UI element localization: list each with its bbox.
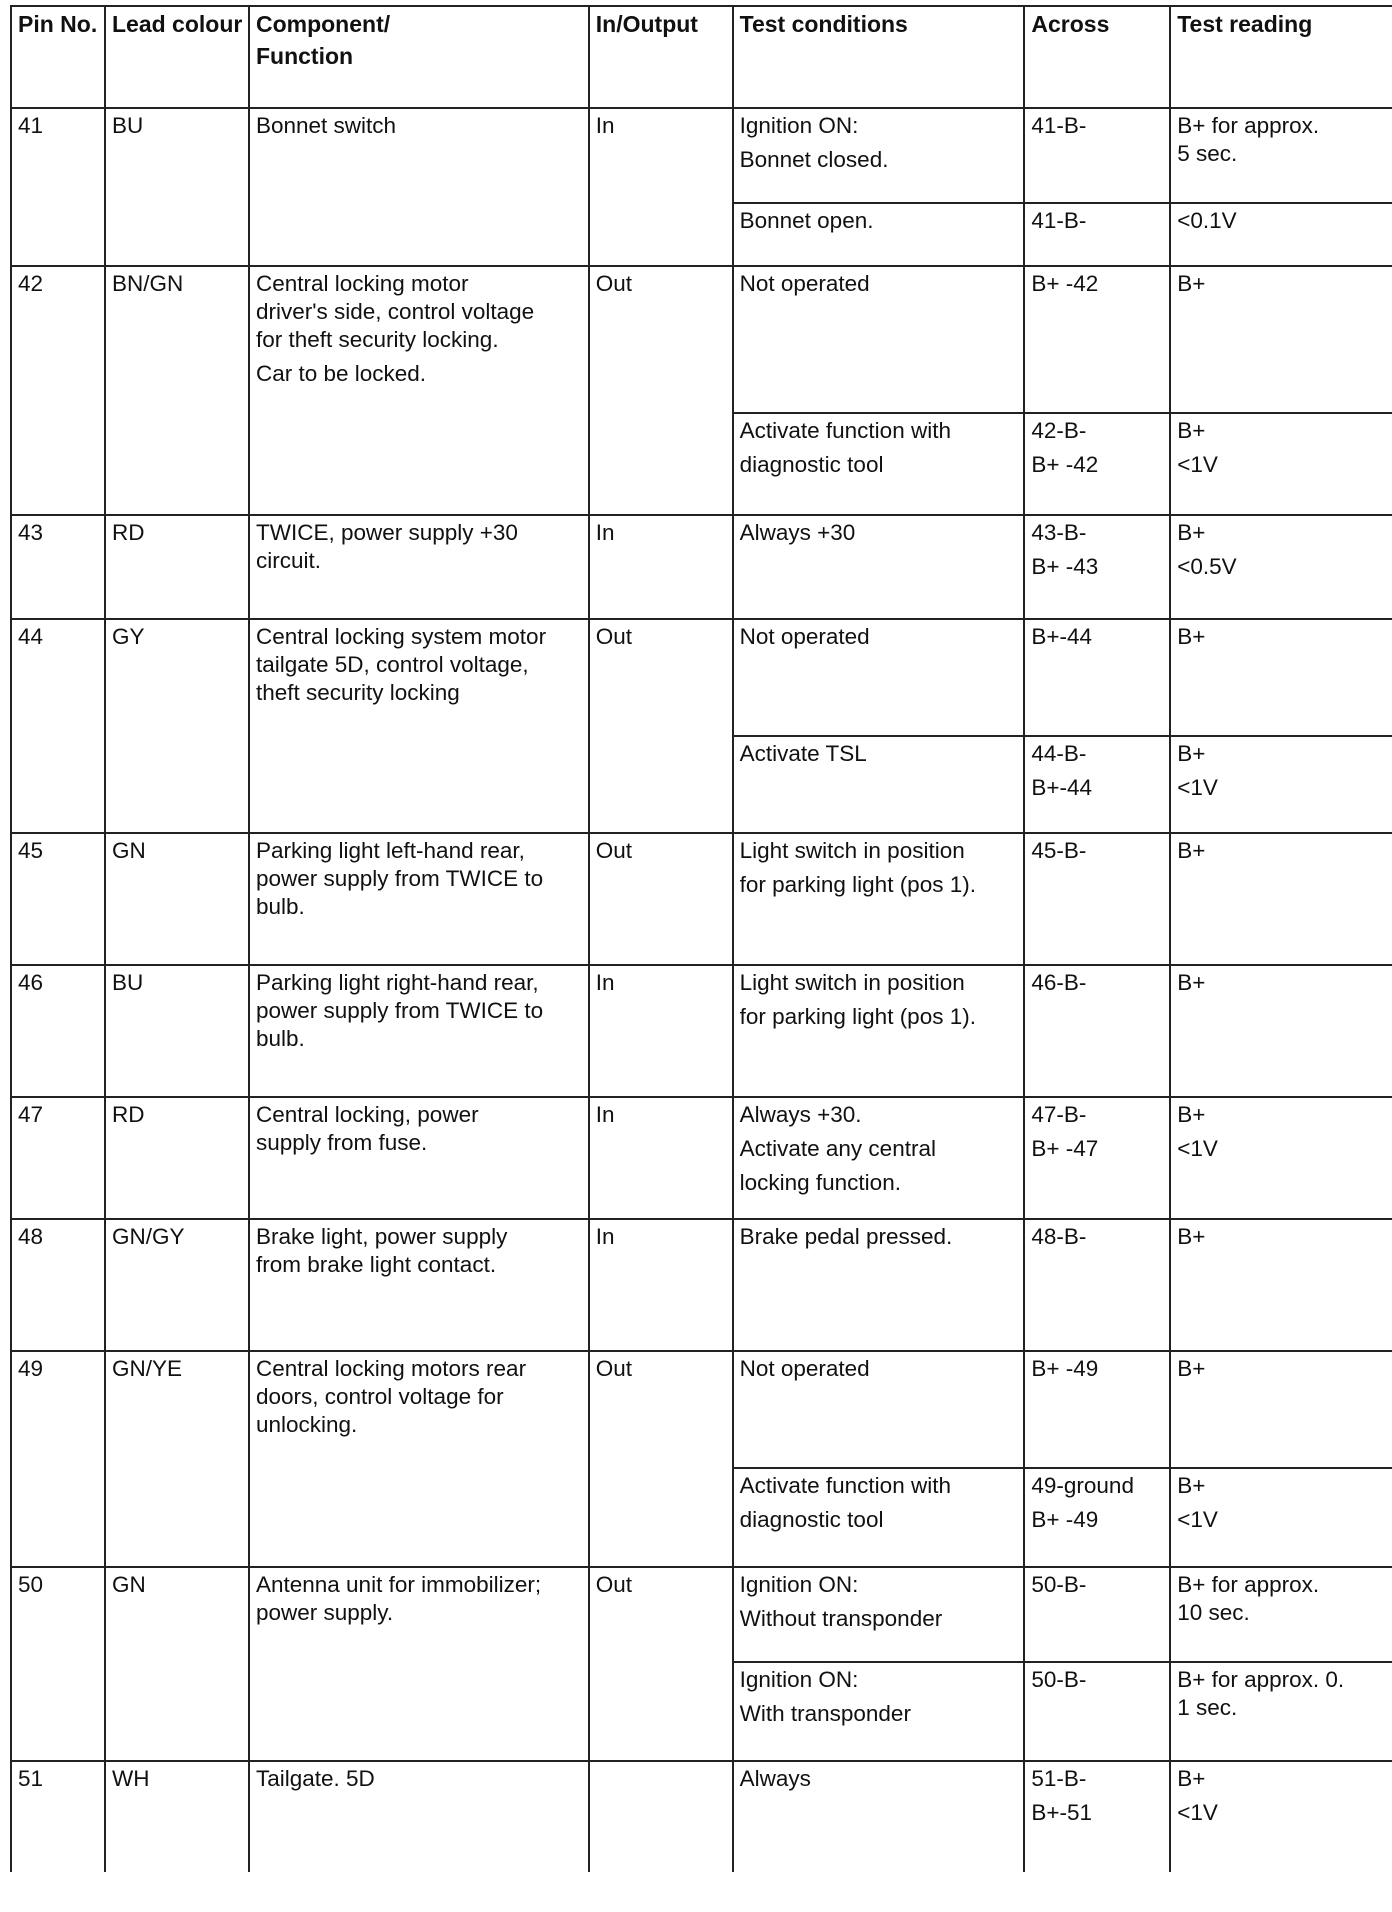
across-line: 41-B- xyxy=(1031,208,1087,233)
reading-line: B+ xyxy=(1177,1766,1206,1791)
condition-line: Ignition ON: xyxy=(739,1667,859,1692)
table-row xyxy=(11,515,1392,619)
across-line: 51-B- xyxy=(1031,1766,1087,1791)
test-reading-cell xyxy=(1170,965,1392,1097)
reading-line: B+ for approx. xyxy=(1177,1572,1320,1597)
condition-line: Not operated xyxy=(739,1356,870,1381)
test-reading-cell xyxy=(1170,413,1392,515)
reading-line: B+ xyxy=(1177,838,1206,863)
lead-colour-cell: GN xyxy=(105,833,249,965)
condition-line: Light switch in position xyxy=(739,970,965,995)
header-in-output: In/Output xyxy=(589,6,733,108)
condition-line: locking function. xyxy=(739,1170,901,1195)
condition-line: Light switch in position xyxy=(739,838,965,863)
across-line: B+ -42 xyxy=(1031,271,1099,296)
across-cell xyxy=(1024,413,1170,515)
across-cell xyxy=(1024,736,1170,833)
condition-line: diagnostic tool xyxy=(739,1507,884,1532)
across-cell xyxy=(1024,1761,1170,1872)
across-line: 42-B- xyxy=(1031,418,1087,443)
test-reading-cell xyxy=(1170,203,1392,266)
header-component-function: Component/ Function xyxy=(249,6,589,108)
test-conditions-cell xyxy=(733,203,1025,266)
test-conditions-cell xyxy=(733,1468,1025,1567)
component-line: Car to be locked. xyxy=(255,361,427,386)
test-reading-cell xyxy=(1170,1219,1392,1351)
test-conditions-cell xyxy=(733,736,1025,833)
across-line: 48-B- xyxy=(1031,1224,1087,1249)
test-reading-cell xyxy=(1170,833,1392,965)
component-function-cell xyxy=(249,1097,589,1219)
condition-line: Without transponder xyxy=(739,1606,943,1631)
across-line: 45-B- xyxy=(1031,838,1087,863)
table-row xyxy=(11,1761,1392,1872)
reading-line: 1 sec. xyxy=(1177,1695,1238,1720)
test-conditions-cell xyxy=(733,1097,1025,1219)
across-line: 44-B- xyxy=(1031,741,1087,766)
test-reading-cell xyxy=(1170,108,1392,203)
reading-line: <1V xyxy=(1177,452,1218,477)
component-line: Parking light left-hand rear, xyxy=(255,838,525,863)
across-cell xyxy=(1024,266,1170,413)
test-conditions-cell xyxy=(733,515,1025,619)
pin-number-cell: 51 xyxy=(11,1761,105,1872)
condition-line: Ignition ON: xyxy=(739,1572,859,1597)
reading-line: 10 sec. xyxy=(1177,1600,1250,1625)
condition-line: Activate function with xyxy=(739,1473,951,1498)
component-line: theft security locking xyxy=(255,680,460,705)
across-line: B+-51 xyxy=(1031,1800,1093,1825)
reading-line: B+ xyxy=(1177,1356,1206,1381)
lead-colour-cell: WH xyxy=(105,1761,249,1872)
test-reading-cell xyxy=(1170,1351,1392,1468)
lead-colour-cell: BU xyxy=(105,965,249,1097)
test-conditions-cell xyxy=(733,1351,1025,1468)
across-cell xyxy=(1024,1662,1170,1761)
pin-number-cell: 44 xyxy=(11,619,105,833)
component-line: unlocking. xyxy=(255,1412,358,1437)
test-conditions-cell xyxy=(733,1761,1025,1872)
lead-colour-cell: BU xyxy=(105,108,249,266)
in-output-cell: Out xyxy=(589,833,733,965)
lead-colour-cell: BN/GN xyxy=(105,266,249,515)
reading-line: B+ xyxy=(1177,1102,1206,1127)
across-line: 50-B- xyxy=(1031,1667,1087,1692)
across-line: B+ -49 xyxy=(1031,1507,1099,1532)
reading-line: B+ xyxy=(1177,418,1206,443)
condition-line: for parking light (pos 1). xyxy=(739,1004,976,1029)
component-line: Antenna unit for immobilizer; xyxy=(255,1572,542,1597)
component-line: supply from fuse. xyxy=(255,1130,428,1155)
pin-number-cell: 48 xyxy=(11,1219,105,1351)
across-line: B+-44 xyxy=(1031,775,1093,800)
reading-line: B+ xyxy=(1177,624,1206,649)
in-output-cell: In xyxy=(589,1219,733,1351)
in-output-cell: In xyxy=(589,965,733,1097)
across-line: B+ -47 xyxy=(1031,1136,1099,1161)
table-row xyxy=(11,1097,1392,1219)
pin-number-cell: 50 xyxy=(11,1567,105,1761)
component-line: Central locking motor xyxy=(255,271,469,296)
across-cell xyxy=(1024,1351,1170,1468)
condition-line: Not operated xyxy=(739,624,870,649)
condition-line: Always +30. xyxy=(739,1102,862,1127)
lead-colour-cell: GN xyxy=(105,1567,249,1761)
condition-line: Ignition ON: xyxy=(739,113,859,138)
across-cell xyxy=(1024,965,1170,1097)
component-line: bulb. xyxy=(255,1026,305,1051)
in-output-cell: Out xyxy=(589,1351,733,1567)
component-line: from brake light contact. xyxy=(255,1252,497,1277)
across-cell xyxy=(1024,1468,1170,1567)
condition-line: Always +30 xyxy=(739,520,856,545)
component-line: tailgate 5D, control voltage, xyxy=(255,652,529,677)
in-output-cell: Out xyxy=(589,619,733,833)
table-row xyxy=(11,833,1392,965)
table-row xyxy=(11,965,1392,1097)
component-line: Brake light, power supply xyxy=(255,1224,508,1249)
component-line: power supply from TWICE to xyxy=(255,866,544,891)
lead-colour-cell: RD xyxy=(105,1097,249,1219)
test-conditions-cell xyxy=(733,266,1025,413)
across-cell xyxy=(1024,1097,1170,1219)
reading-line: B+ xyxy=(1177,970,1206,995)
across-line: 43-B- xyxy=(1031,520,1087,545)
reading-line: B+ for approx. xyxy=(1177,113,1320,138)
in-output-cell: In xyxy=(589,515,733,619)
pin-number-cell: 47 xyxy=(11,1097,105,1219)
component-line: driver's side, control voltage xyxy=(255,299,535,324)
header-across: Across xyxy=(1024,6,1170,108)
reading-line: B+ xyxy=(1177,1224,1206,1249)
lead-colour-cell: GN/GY xyxy=(105,1219,249,1351)
reading-line: <0.1V xyxy=(1177,208,1237,233)
component-line: Central locking motors rear xyxy=(255,1356,527,1381)
condition-line: Bonnet open. xyxy=(739,208,874,233)
header-row xyxy=(11,6,1392,108)
across-line: 50-B- xyxy=(1031,1572,1087,1597)
component-line: Tailgate. 5D xyxy=(255,1766,375,1791)
in-output-cell: In xyxy=(589,1097,733,1219)
component-line: power supply. xyxy=(255,1600,394,1625)
component-line: doors, control voltage for xyxy=(255,1384,504,1409)
reading-line: 5 sec. xyxy=(1177,141,1238,166)
test-reading-cell xyxy=(1170,1761,1392,1872)
across-cell xyxy=(1024,1567,1170,1662)
condition-line: Always xyxy=(739,1766,811,1791)
pin-number-cell: 42 xyxy=(11,266,105,515)
table-row xyxy=(11,619,1392,736)
table-row xyxy=(11,1219,1392,1351)
test-reading-cell xyxy=(1170,1662,1392,1761)
component-function-cell xyxy=(249,965,589,1097)
test-reading-cell xyxy=(1170,736,1392,833)
across-line: B+-44 xyxy=(1031,624,1093,649)
across-line: 41-B- xyxy=(1031,113,1087,138)
in-output-cell: Out xyxy=(589,1567,733,1761)
component-line: bulb. xyxy=(255,894,305,919)
test-conditions-cell xyxy=(733,833,1025,965)
component-function-cell xyxy=(249,619,589,833)
table-row xyxy=(11,1567,1392,1662)
test-reading-cell xyxy=(1170,1567,1392,1662)
component-function-cell xyxy=(249,515,589,619)
table-row xyxy=(11,108,1392,203)
component-function-cell xyxy=(249,1567,589,1761)
test-reading-cell xyxy=(1170,515,1392,619)
component-function-cell xyxy=(249,833,589,965)
test-conditions-cell xyxy=(733,108,1025,203)
condition-line: Activate any central xyxy=(739,1136,936,1161)
condition-line: Activate TSL xyxy=(739,741,867,766)
pin-number-cell: 49 xyxy=(11,1351,105,1567)
component-line: power supply from TWICE to xyxy=(255,998,544,1023)
test-reading-cell xyxy=(1170,1097,1392,1219)
test-conditions-cell xyxy=(733,1567,1025,1662)
component-function-cell xyxy=(249,108,589,266)
pin-number-cell: 41 xyxy=(11,108,105,266)
condition-line: for parking light (pos 1). xyxy=(739,872,976,897)
test-conditions-cell xyxy=(733,413,1025,515)
across-cell xyxy=(1024,1219,1170,1351)
reading-line: B+ xyxy=(1177,271,1206,296)
pin-number-cell: 45 xyxy=(11,833,105,965)
reading-line: <1V xyxy=(1177,1800,1218,1825)
test-conditions-cell xyxy=(733,1662,1025,1761)
reading-line: <0.5V xyxy=(1177,554,1237,579)
component-line: Parking light right-hand rear, xyxy=(255,970,539,995)
header-lead-colour: Lead colour xyxy=(105,6,249,108)
component-line: for theft security locking. xyxy=(255,327,499,352)
component-line: Central locking, power xyxy=(255,1102,479,1127)
test-reading-cell xyxy=(1170,266,1392,413)
in-output-cell: Out xyxy=(589,266,733,515)
header-test-conditions: Test conditions xyxy=(733,6,1025,108)
component-function-cell xyxy=(249,1351,589,1567)
reading-line: B+ xyxy=(1177,520,1206,545)
test-reading-cell xyxy=(1170,1468,1392,1567)
table-row xyxy=(11,266,1392,413)
across-cell xyxy=(1024,108,1170,203)
across-line: 49-ground xyxy=(1031,1473,1134,1498)
reading-line: <1V xyxy=(1177,1507,1218,1532)
component-line: Central locking system motor xyxy=(255,624,547,649)
component-function-cell xyxy=(249,1219,589,1351)
lead-colour-cell: RD xyxy=(105,515,249,619)
lead-colour-cell: GN/YE xyxy=(105,1351,249,1567)
pin-number-cell: 43 xyxy=(11,515,105,619)
across-line: 46-B- xyxy=(1031,970,1087,995)
condition-line: Not operated xyxy=(739,271,870,296)
component-function-cell xyxy=(249,266,589,515)
document-page xyxy=(10,5,1392,1872)
component-line: Bonnet switch xyxy=(255,113,397,138)
condition-line: diagnostic tool xyxy=(739,452,884,477)
condition-line: Brake pedal pressed. xyxy=(739,1224,953,1249)
reading-line: B+ for approx. 0. xyxy=(1177,1667,1345,1692)
reading-line: <1V xyxy=(1177,775,1218,800)
across-line: B+ -43 xyxy=(1031,554,1099,579)
across-line: B+ -49 xyxy=(1031,1356,1099,1381)
reading-line: <1V xyxy=(1177,1136,1218,1161)
pin-number-cell: 46 xyxy=(11,965,105,1097)
component-function-cell xyxy=(249,1761,589,1872)
pin-test-table xyxy=(10,5,1392,1872)
condition-line: Bonnet closed. xyxy=(739,147,889,172)
across-cell xyxy=(1024,515,1170,619)
test-conditions-cell xyxy=(733,619,1025,736)
test-conditions-cell xyxy=(733,1219,1025,1351)
table-row xyxy=(11,1351,1392,1468)
component-line: circuit. xyxy=(255,548,321,573)
across-line: 47-B- xyxy=(1031,1102,1087,1127)
condition-line: With transponder xyxy=(739,1701,911,1726)
header-test-reading: Test reading xyxy=(1170,6,1392,108)
across-cell xyxy=(1024,203,1170,266)
reading-line: B+ xyxy=(1177,1473,1206,1498)
in-output-cell xyxy=(589,1761,733,1872)
across-cell xyxy=(1024,619,1170,736)
condition-line: Activate function with xyxy=(739,418,951,443)
across-cell xyxy=(1024,833,1170,965)
reading-line: B+ xyxy=(1177,741,1206,766)
test-conditions-cell xyxy=(733,965,1025,1097)
lead-colour-cell: GY xyxy=(105,619,249,833)
component-line: TWICE, power supply +30 xyxy=(255,520,518,545)
in-output-cell: In xyxy=(589,108,733,266)
header-pin-no: Pin No. xyxy=(11,6,105,108)
across-line: B+ -42 xyxy=(1031,452,1099,477)
test-reading-cell xyxy=(1170,619,1392,736)
